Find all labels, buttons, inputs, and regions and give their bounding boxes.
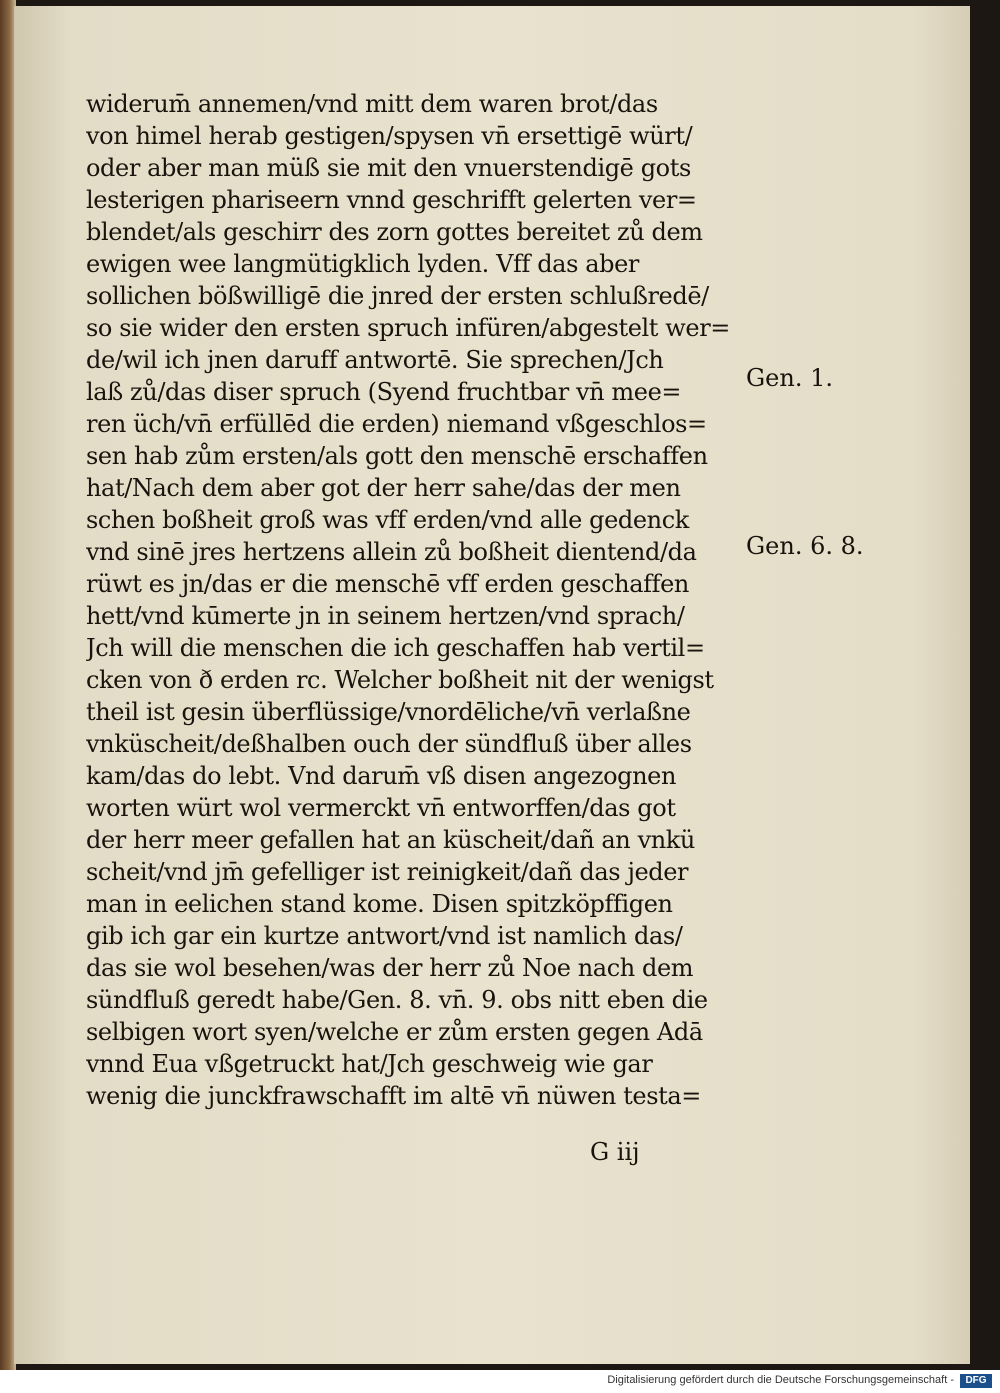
dfg-logo: DFG (960, 1374, 992, 1388)
text-line: oder aber man müß sie mit den vnuerstendigē gots (86, 154, 691, 182)
text-line: vnd sinē jres hertzens allein zů boßheit dientend/da (86, 538, 697, 566)
text-line: ren üch/vn̄ erfüllēd die erden) niemand vßgeschlos= (86, 410, 707, 438)
text-line: sollichen bößwilligē die jnred der ersten schlußredē/ (86, 282, 709, 310)
text-line: sündfluß geredt habe/Gen. 8. vn̄. 9. obs nitt eben die (86, 986, 708, 1014)
text-line: widerum̄ annemen/vnd mitt dem waren brot/das (86, 90, 658, 118)
text-line: von himel herab gestigen/spysen vn̄ ersettigē würt/ (86, 122, 693, 150)
signature-mark: G iij (590, 1138, 640, 1166)
marginal-note-gen-1: Gen. 1. (746, 364, 833, 392)
text-line: hett/vnd kūmerte jn in seinem hertzen/vnd sprach/ (86, 602, 685, 630)
footer-bar (0, 1370, 1000, 1393)
text-line: selbigen wort syen/welche er zům ersten gegen Adā (86, 1018, 703, 1046)
text-line: vnküscheit/deßhalben ouch der sündfluß über alles (86, 730, 692, 758)
text-line: kam/das do lebt. Vnd darum̄ vß disen angezognen (86, 762, 677, 790)
text-line: so sie wider den ersten spruch infüren/abgestelt wer= (86, 314, 730, 342)
text-line: scheit/vnd jm̄ gefelliger ist reinigkeit/dañ das jeder (86, 858, 689, 886)
text-line: wenig die junckfrawschafft im altē vn̄ nüwen testa= (86, 1082, 701, 1110)
text-line: theil ist gesin überflüssige/vnordēliche/vn̄ verlaßne (86, 698, 691, 726)
text-line: sen hab zům ersten/als gott den menschē erschaffen (86, 442, 708, 470)
text-line: de/wil ich jnen daruff antwortē. Sie sprechen/Jch (86, 346, 664, 374)
marginal-note-gen-6-8: Gen. 6. 8. (746, 532, 864, 560)
text-line: rüwt es jn/das er die menschē vff erden geschaffen (86, 570, 689, 598)
text-line: schen boßheit groß was vff erden/vnd alle gedenck (86, 506, 689, 534)
text-line: laß zů/das diser spruch (Syend fruchtbar vn̄ mee= (86, 378, 682, 406)
text-line: lesterigen phariseern vnnd geschrifft gelerten ver= (86, 186, 697, 214)
body-text (86, 88, 766, 1112)
text-line: blendet/als geschirr des zorn gottes bereitet zů dem (86, 218, 703, 246)
text-line: Jch will die menschen die ich geschaffen hab vertil= (86, 634, 705, 662)
text-line: cken von ð erden rc. Welcher boßheit nit der wenigst (86, 666, 714, 694)
funding-credit: Digitalisierung gefördert durch die Deutsche Forschungsgemeinschaft - (607, 1374, 954, 1386)
text-line: das sie wol besehen/was der herr zů Noe nach dem (86, 954, 694, 982)
text-line: ewigen wee langmütigklich lyden. Vff das aber (86, 250, 639, 278)
text-line: gib ich gar ein kurtze antwort/vnd ist namlich das/ (86, 922, 683, 950)
text-line: vnnd Eua vßgetruckt hat/Jch geschweig wie gar (86, 1050, 653, 1078)
text-line: man in eelichen stand kome. Disen spitzköpffigen (86, 890, 673, 918)
text-line: hat/Nach dem aber got der herr sahe/das der men (86, 474, 681, 502)
text-line: worten würt wol vermerckt vn̄ entworffen/das got (86, 794, 676, 822)
text-line: der herr meer gefallen hat an küscheit/dañ an vnkü (86, 826, 695, 854)
